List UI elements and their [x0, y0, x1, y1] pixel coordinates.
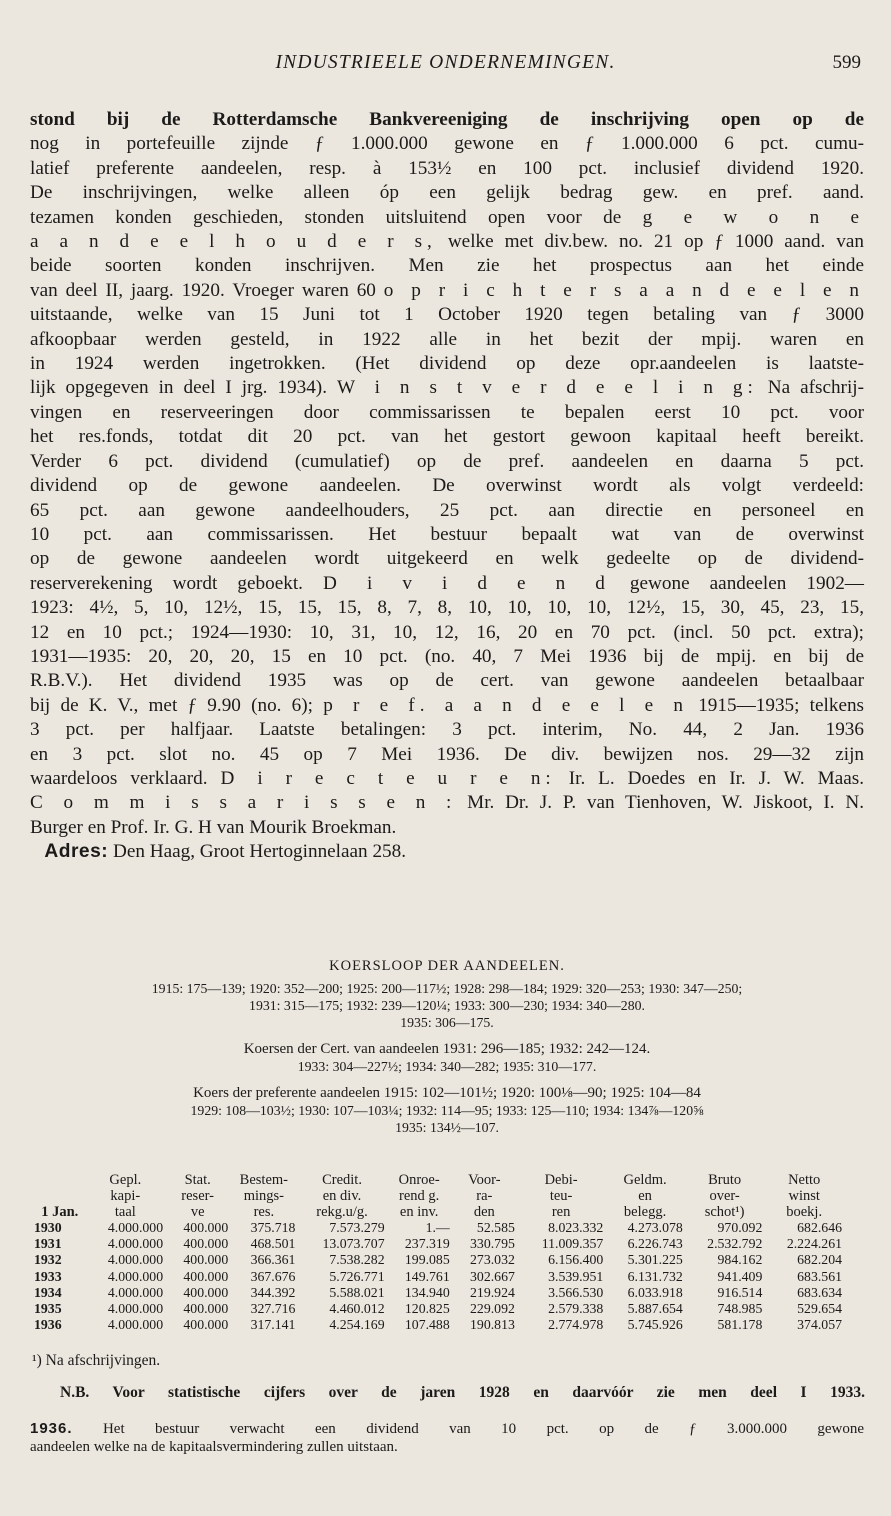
table-cell: 120.825 [404, 1301, 450, 1317]
table-cell: 134.940 [404, 1284, 450, 1300]
table-cell: 13.073.707 [322, 1236, 385, 1252]
table-cell: 344.392 [250, 1284, 296, 1300]
text-line: beide soorten konden inschrijven. Men zie het prospectus aan het einde [30, 255, 864, 277]
text-line: 1936. Het bestuur verwacht een dividend van 10 pct. op de ƒ 3.000.000 gewone [30, 1420, 865, 1437]
text-line: 3 pct. per halfjaar. Laatste betalingen: 3 pct. interim, No. 44, 2 Jan. 1936 [30, 719, 864, 741]
text-line: tezamen konden geschieden, stonden uitsluitend open voor de g e w o n e [30, 206, 865, 228]
table-header: Debi- teu- ren [544, 1172, 578, 1220]
table-cell: 7.538.282 [329, 1252, 385, 1268]
table-cell: 374.057 [797, 1317, 842, 1333]
table-cell: 302.667 [470, 1268, 515, 1284]
table-cell: 916.514 [717, 1284, 763, 1300]
koers-line: 1935: 134½—107. [395, 1120, 499, 1135]
text-line: R.B.V.). Het dividend 1935 was op de cert. van gewone aandeelen betaalbaar [30, 670, 864, 692]
table-cell: 375.718 [250, 1220, 296, 1235]
table-cell: 970.092 [717, 1220, 763, 1235]
table-cell: 400.000 [183, 1317, 229, 1333]
running-title: INDUSTRIEELE ONDERNEMINGEN. [275, 52, 616, 73]
text-line: 65 pct. aan gewone aandeelhouders, 25 pct. aan directie en personeel en [30, 499, 864, 521]
koers-line: 1915: 175—139; 1920: 352—200; 1925: 200—117½; 1928: 298—184; 1929: 320—253; 1930: 347—250; [151, 981, 743, 996]
koers-line: 1929: 108—103½; 1930: 107—103¼; 1932: 114—95; 1933: 125—110; 1934: 134⅞—120⅝ [190, 1103, 704, 1118]
text-line: waardeloos verklaard. D i r e c t e u r e n: Ir. L. Doedes en Ir. J. W. Maas. [30, 767, 865, 789]
table-header: Netto winst boekj. [786, 1172, 823, 1220]
table-cell: 400.000 [183, 1252, 229, 1268]
text-line: 1923: 4½, 5, 10, 12½, 15, 15, 15, 8, 7, 8, 10, 10, 10, 10, 12½, 15, 30, 45, 23, 15, [30, 597, 864, 619]
table-header: Voor- ra- den [468, 1172, 501, 1220]
note-1936 [30, 1420, 864, 1456]
table-cell-year: 1936 [34, 1317, 62, 1333]
koersloop-section [30, 958, 864, 1136]
table-cell: 5.588.021 [329, 1284, 385, 1300]
text-line: C o m m i s s a r i s s e n : Mr. Dr. J. P. van Tienhoven, W. Jiskoot, I. N. [30, 792, 865, 814]
table-cell: 4.000.000 [107, 1236, 164, 1252]
koers-line: 1935: 306—175. [400, 1015, 494, 1030]
spaced-term: W i n s t v e r d e e l i n g: [336, 377, 758, 399]
table-cell: 366.361 [250, 1252, 296, 1268]
table-cell-year: 1932 [34, 1252, 62, 1268]
text-line: het res.fonds, totdat dit 20 pct. van het gestort gewoon kapitaal heeft bereikt. [30, 426, 864, 448]
table-header-row [34, 1172, 844, 1220]
page-header [0, 52, 891, 82]
text-line: in 1924 werden ingetrokken. (Het dividend op deze opr.aandeelen is laatste- [30, 353, 864, 375]
table-cell: 4.000.000 [107, 1220, 164, 1235]
table-header: Credit. en div. rekg.u/g. [316, 1172, 368, 1220]
address-label: Adres: [44, 841, 109, 863]
text-line: vingen en reserveeringen door commissarissen te bepalen eerst 10 pct. voor [30, 401, 864, 423]
text-line: reserverekening wordt geboekt. D i v i d e n d gewone aandeelen 1902— [30, 572, 864, 594]
table-header: Bestem- mings- res. [239, 1172, 288, 1220]
table-cell: 4.273.078 [627, 1220, 683, 1235]
table-header: Bruto over- schot¹) [704, 1172, 745, 1220]
table-cell: 529.654 [797, 1301, 842, 1317]
address-value: Den Haag, Groot Hertoginnelaan 258. [112, 841, 407, 863]
table-row [34, 1220, 844, 1236]
table-cell: 984.162 [717, 1252, 763, 1268]
text-line: van deel II, jaarg. 1920. Vroeger waren 60 o p r i c h t e r s a a n d e e l e n [30, 279, 865, 301]
table-cell: 4.000.000 [107, 1317, 164, 1333]
table-cell: 8.023.332 [548, 1220, 604, 1235]
table-cell: 3.539.951 [548, 1268, 604, 1284]
table-cell: 4.000.000 [107, 1284, 164, 1300]
spaced-term: a a n d e e l h o u d e r s, [30, 231, 437, 253]
text-line: stond bij de Rotterdamsche Bankvereeniging de inschrijving open op de [30, 109, 864, 130]
table-cell: 273.032 [470, 1252, 515, 1268]
text-line: en 3 pct. slot no. 45 op 7 Mei 1936. De div. bewijzen nos. 29—32 zijn [30, 743, 864, 765]
koers-line: Koersen der Cert. van aandeelen 1931: 296—185; 1932: 242—124. [243, 1041, 651, 1057]
table-cell-year: 1931 [34, 1236, 62, 1252]
table-cell-year: 1935 [34, 1301, 62, 1317]
table-cell: 149.761 [404, 1268, 450, 1284]
table-cell: 682.646 [797, 1220, 842, 1235]
table-row [34, 1317, 844, 1333]
body-text [30, 108, 864, 865]
table-cell: 52.585 [476, 1220, 515, 1235]
table-cell: 6.033.918 [627, 1284, 683, 1300]
table-row [34, 1236, 844, 1252]
table-cell: 581.178 [717, 1317, 763, 1333]
text-line: De inschrijvingen, welke alleen óp een gelijk bedrag gew. en pref. aand. [30, 182, 864, 204]
koersloop-caption: KOERSLOOP DER AANDEELEN. [329, 958, 565, 974]
text-line: bij de K. V., met ƒ 9.90 (no. 6); p r e f. a a n d e e l e n 1915—1935; telkens [30, 694, 865, 716]
table-header: Gepl. kapi- taal [109, 1172, 142, 1220]
text-line: 10 pct. aan commissarissen. Het bestuur bepaalt wat van de overwinst [30, 523, 864, 545]
table-cell: 4.460.012 [329, 1301, 385, 1317]
balance-table [34, 1172, 844, 1333]
table-cell: 4.000.000 [107, 1301, 164, 1317]
nb-note: N.B. Voor statistische cijfers over de jaren 1928 en daarvóór zie men deel I 1933. [60, 1384, 865, 1401]
table-header: 1 Jan. [41, 1204, 79, 1220]
spaced-term: C o m m i s s a r i s s e n : [30, 792, 457, 814]
table-cell: 219.924 [470, 1284, 515, 1300]
table-cell: 682.204 [797, 1252, 842, 1268]
table-cell: 5.301.225 [627, 1252, 683, 1268]
footnote: ¹) Na afschrijvingen. [32, 1352, 161, 1369]
text-line: latief preferente aandeelen, resp. à 153½ en 100 pct. inclusief dividend 1920. [30, 157, 864, 179]
text-line: 12 en 10 pct.; 1924—1930: 10, 31, 10, 12, 16, 20 en 70 pct. (incl. 50 pct. extra); [30, 621, 864, 643]
table-cell: 2.579.338 [548, 1301, 604, 1317]
table-cell: 5.745.926 [627, 1317, 683, 1333]
table-cell: 2.224.261 [786, 1236, 842, 1252]
table-row [34, 1285, 844, 1301]
spaced-term: o p r i c h t e r s a a n d e e l e n [383, 279, 865, 301]
spaced-term: D i r e c t e u r e n: [220, 767, 556, 789]
table-cell: 6.226.743 [627, 1236, 683, 1252]
table-cell: 683.634 [797, 1284, 842, 1300]
table-cell: 6.156.400 [548, 1252, 604, 1268]
table-cell: 327.716 [250, 1301, 296, 1317]
table-cell: 5.887.654 [627, 1301, 683, 1317]
text-line: lijk opgegeven in deel I jrg. 1934). W i n s t v e r d e e l i n g: Na afschrij- [30, 377, 864, 399]
table-cell: 7.573.279 [329, 1220, 385, 1235]
koers-line: Koers der preferente aandeelen 1915: 102—101½; 1920: 100⅛—90; 1925: 104—84 [193, 1085, 701, 1101]
table-cell: 11.009.357 [541, 1236, 604, 1252]
table-cell: 941.409 [717, 1268, 763, 1284]
table-row [34, 1301, 844, 1317]
table-cell: 190.813 [470, 1317, 515, 1333]
text-line: a a n d e e l h o u d e r s, welke met div.bew. no. 21 op ƒ 1000 aand. van [30, 231, 864, 253]
table-cell: 199.085 [404, 1252, 450, 1268]
text-line: nog in portefeuille zijnde ƒ 1.000.000 gewone en ƒ 1.000.000 6 pct. cumu- [30, 133, 864, 155]
table-header: Stat. reser- ve [181, 1172, 215, 1220]
table-cell-year: 1933 [34, 1268, 62, 1284]
text-line: aandeelen welke na de kapitaalsvermindering zullen uitstaan. [30, 1439, 398, 1455]
table-cell: 683.561 [797, 1268, 842, 1284]
table-cell: 3.566.530 [548, 1284, 604, 1300]
koers-line: 1931: 315—175; 1932: 239—120¼; 1933: 300—230; 1934: 340—280. [249, 998, 645, 1013]
spaced-term: D i v i d e n d [323, 572, 610, 594]
spaced-term: p r e f. a a n d e e l e n [323, 694, 688, 716]
text-line: Verder 6 pct. dividend (cumulatief) op de pref. aandeelen en daarna 5 pct. [30, 450, 864, 472]
table-cell: 748.985 [717, 1301, 763, 1317]
table-header: Onroe- rend g. en inv. [398, 1172, 440, 1220]
table-cell: 107.488 [404, 1317, 450, 1333]
table-cell: 4.000.000 [107, 1252, 164, 1268]
table-cell: 6.131.732 [627, 1268, 683, 1284]
table-cell: 2.774.978 [548, 1317, 604, 1333]
table-cell: 468.501 [250, 1236, 296, 1252]
address-line [30, 840, 864, 864]
table-cell: 5.726.771 [329, 1268, 385, 1284]
text-line: op de gewone aandeelen wordt uitgekeerd en welk gedeelte op de dividend- [30, 548, 864, 570]
table-cell: 237.319 [404, 1236, 450, 1252]
text-line: dividend op de gewone aandeelen. De overwinst wordt als volgt verdeeld: [30, 475, 864, 497]
table-cell: 400.000 [183, 1301, 229, 1317]
table-cell: 317.141 [250, 1317, 296, 1333]
page-number: 599 [832, 52, 861, 73]
table-header: Geldm. en belegg. [623, 1172, 667, 1220]
table-cell: 400.000 [183, 1284, 229, 1300]
table-cell-year: 1930 [34, 1220, 62, 1235]
text-line: Burger en Prof. Ir. G. H van Mourik Broekman. [30, 816, 397, 838]
table-cell: 229.092 [470, 1301, 515, 1317]
text-line: 1931—1935: 20, 20, 20, 15 en 10 pct. (no. 40, 7 Mei 1936 bij de mpij. en bij de [30, 645, 864, 667]
table-cell: 400.000 [183, 1236, 229, 1252]
spaced-term: g e w o n e [642, 206, 865, 228]
table-cell: 400.000 [183, 1220, 229, 1235]
table-row [34, 1252, 844, 1268]
table-row [34, 1269, 844, 1285]
table-cell: 367.676 [250, 1268, 296, 1284]
table-cell: 330.795 [470, 1236, 515, 1252]
text-line: afkoopbaar werden gesteld, in 1922 alle in het bezit der mpij. waren en [30, 328, 864, 350]
koers-line: 1933: 304—227½; 1934: 340—282; 1935: 310—177. [297, 1059, 597, 1074]
table-cell: 2.532.792 [707, 1236, 763, 1252]
year-label: 1936. [30, 1420, 73, 1437]
text-line: uitstaande, welke van 15 Juni tot 1 October 1920 tegen betaling van ƒ 3000 [30, 304, 864, 326]
table-cell: 1.— [425, 1220, 450, 1235]
table-cell: 4.000.000 [107, 1268, 164, 1284]
table-cell-year: 1934 [34, 1284, 62, 1300]
table-cell: 400.000 [183, 1268, 229, 1284]
table-cell: 4.254.169 [329, 1317, 385, 1333]
